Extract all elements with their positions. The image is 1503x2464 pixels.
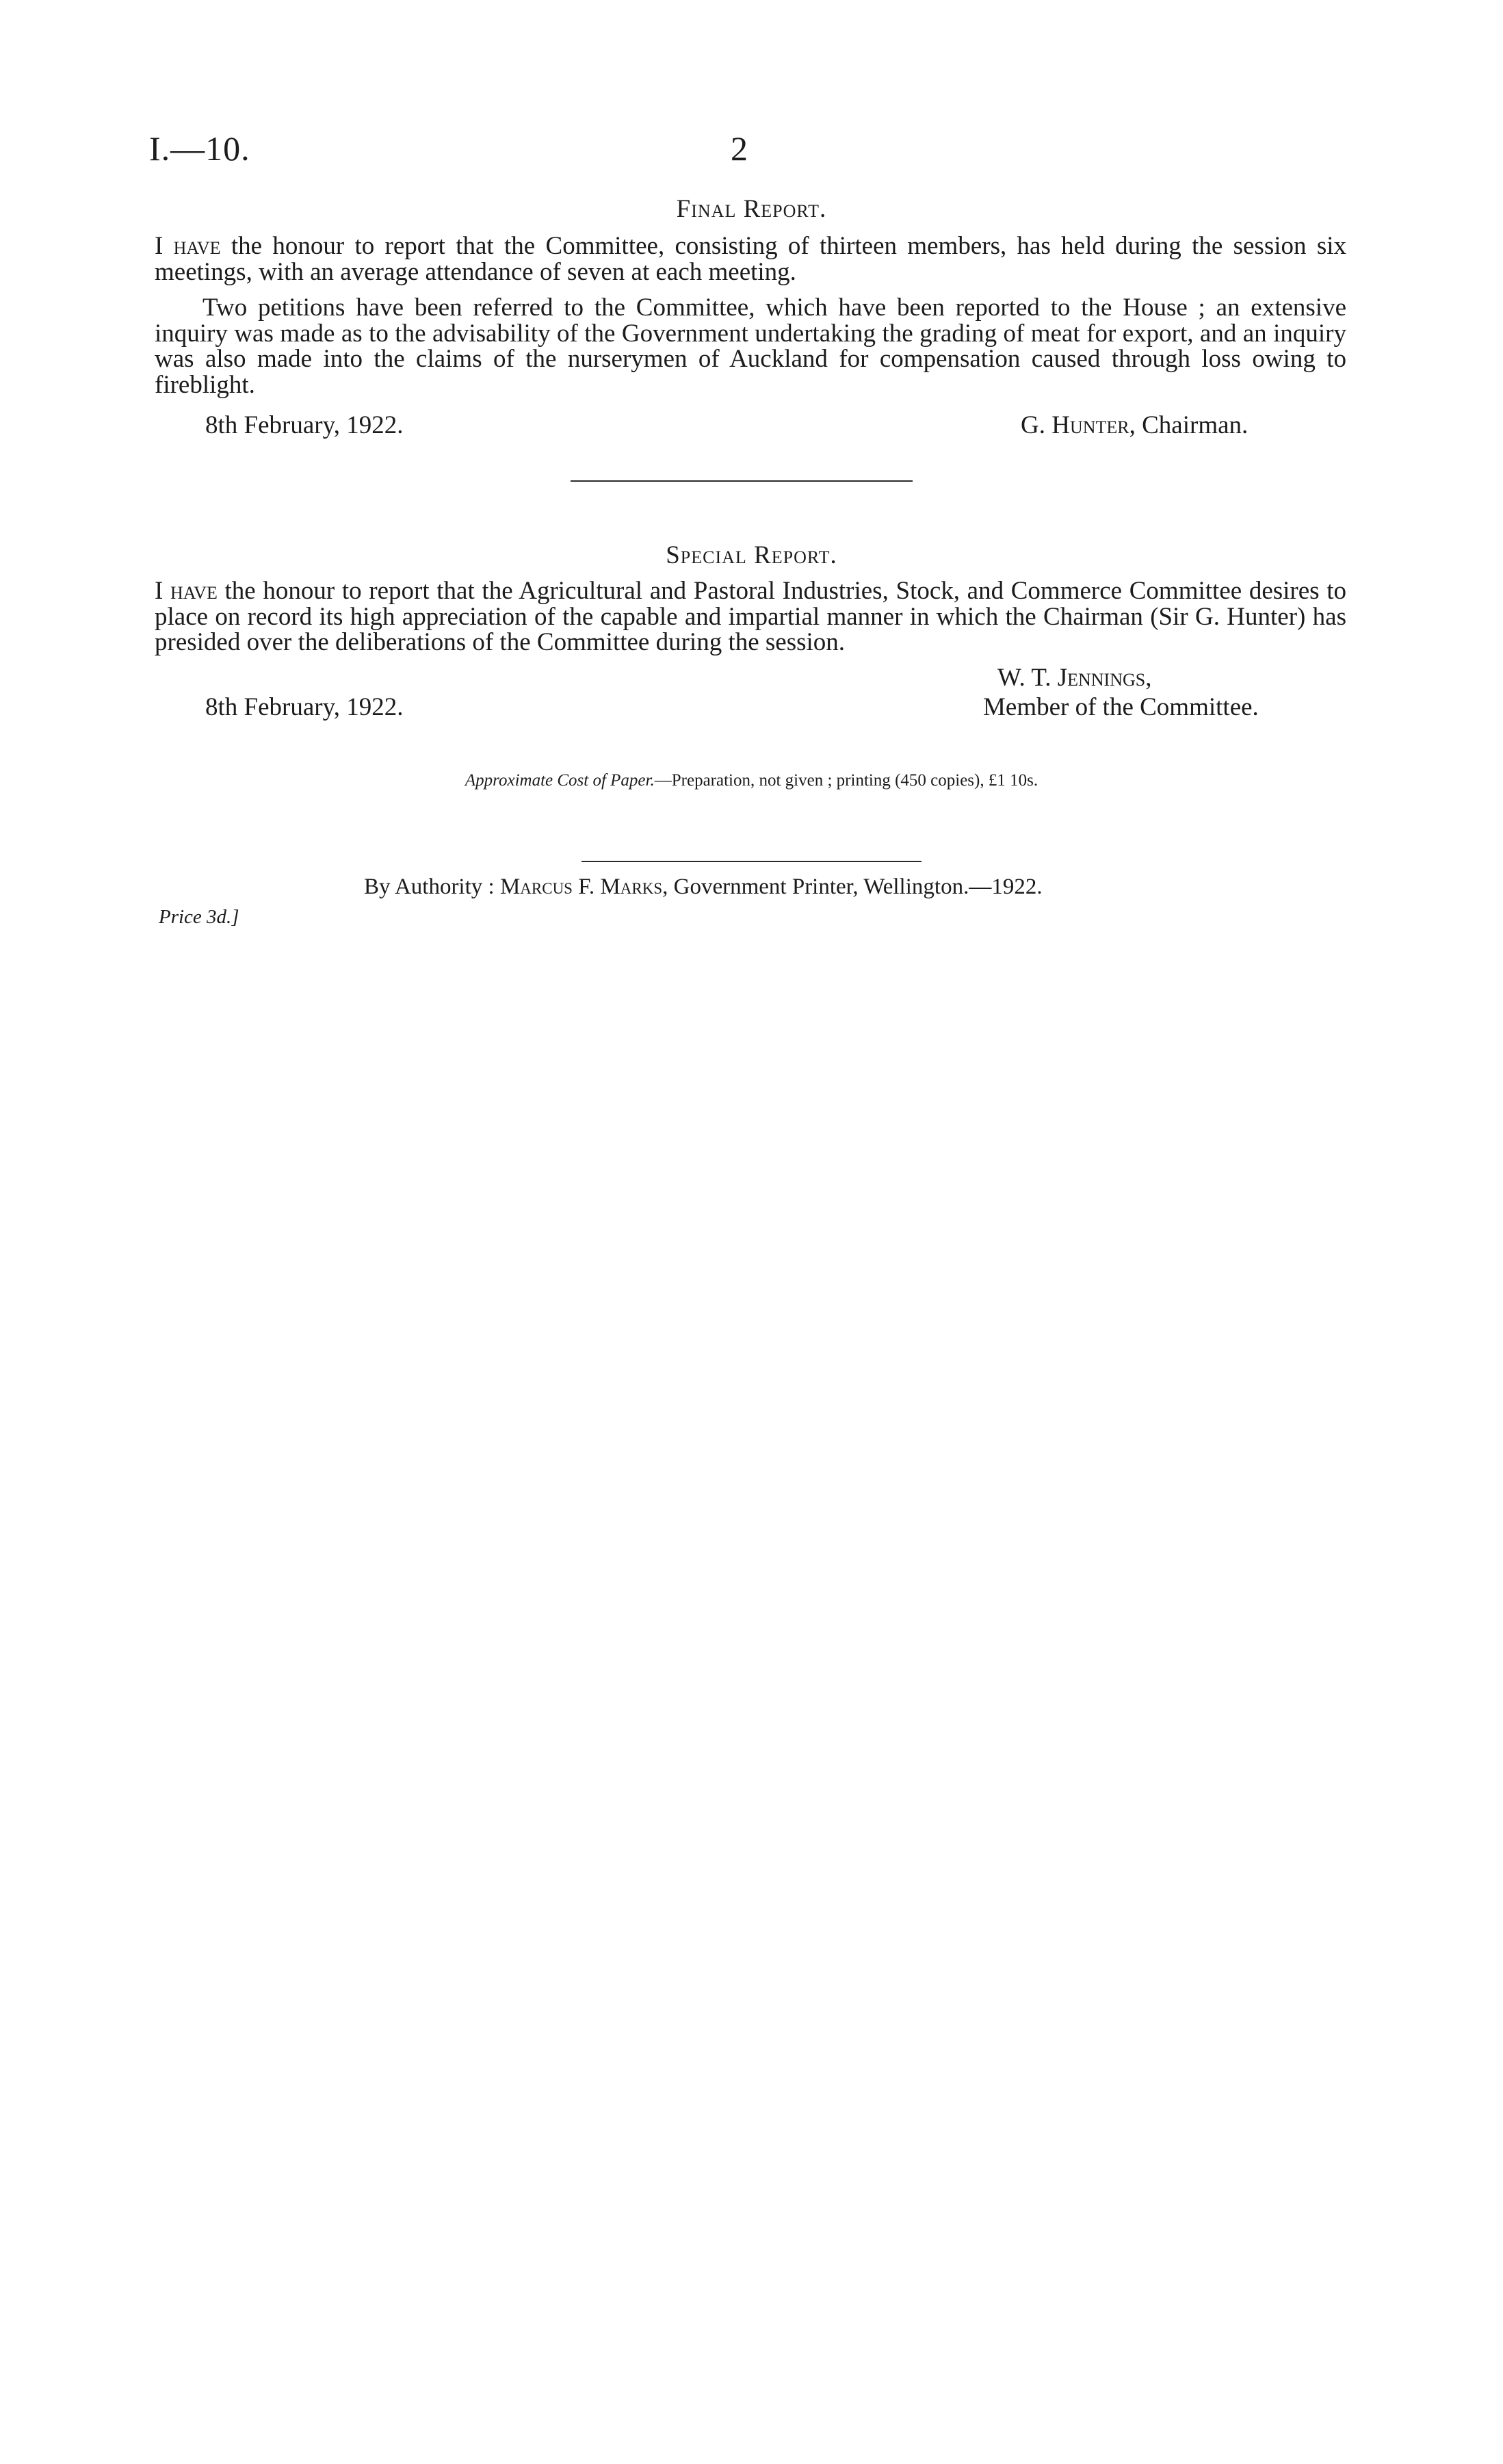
special-report-signatory-title: Member of the Committee. [983,693,1259,721]
final-report-signatory-name: Hunter [1051,411,1129,439]
special-report-lead: I have [155,577,218,605]
special-report-paragraph [155,578,1346,656]
final-report-signatory-initial: G. [1021,411,1052,439]
printer-name: Marcus F. Marks [499,874,663,899]
final-report-signatory-title: , Chairman. [1129,411,1249,439]
cost-of-paper-label: Approximate Cost of Paper. [465,771,655,790]
final-report-lead: I have [155,232,221,260]
special-report-signatory-name: Jennings [1057,664,1146,692]
cost-of-paper-line [0,771,1503,790]
cost-of-paper-text: —Preparation, not given ; printing (450 copies), £1 10s. [654,771,1038,790]
final-report-date: 8th February, 1922. [205,411,404,439]
special-report-signatory [997,663,1151,692]
final-report-paragraph-2: Two petitions have been referred to the Committee, which have been reported to the House ; an extensive inquiry was made as to the advisability of the Government undertaking the grading of meat for export, and an inquiry was also made into the claims of the nurserymen of Auckland for compensation caused through loss owing to fireblight. [155,294,1346,399]
authority-line [364,874,1043,900]
price-label: Price 3d.] [159,906,239,928]
section-divider [571,480,913,482]
final-report-paragraph-1 [155,233,1346,285]
special-report-signatory-initials: W. T. [997,664,1058,692]
final-report-heading: Final Report. [676,195,827,223]
final-report-text-1: the honour to report that the Committee, consisting of thirteen members, has held during the session six meetings, with an average attendance of seven at each meeting. [155,232,1346,286]
final-report-signature [1021,411,1248,440]
special-report-date: 8th February, 1922. [205,693,404,721]
special-report-signatory-comma: , [1145,664,1152,692]
page-number: 2 [731,129,748,168]
document-code: I.—10. [149,129,250,168]
authority-suffix: , Government Printer, Wellington.—1922. [662,874,1043,899]
special-report-heading: Special Report. [666,541,837,569]
footer-divider [581,861,922,862]
special-report-text: the honour to report that the Agricultural and Pastoral Industries, Stock, and Commerce Committee desires to place on record its high appreciation of the capable and impartial manner in which the Chairman (Sir G. Hunter) has presided over the deliberations of the Committee during the session. [155,577,1346,656]
authority-prefix: By Authority : [364,874,500,899]
